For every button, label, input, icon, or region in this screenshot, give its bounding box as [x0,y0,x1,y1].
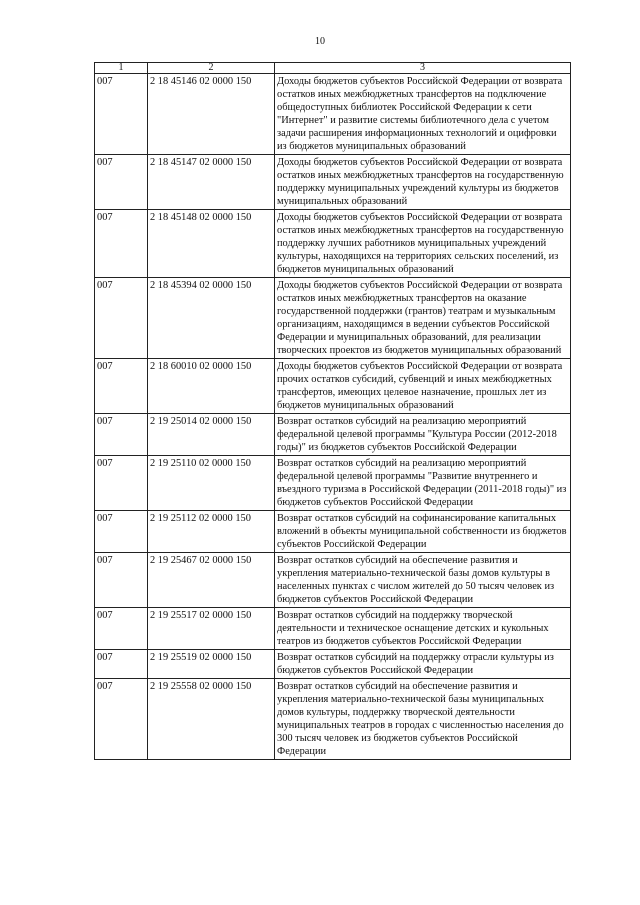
admin-code-cell: 007 [95,74,148,155]
table-row [95,456,571,511]
kbk-code-cell: 2 18 45147 02 0000 150 [148,155,275,210]
table-row [95,210,571,278]
kbk-code-cell: 2 18 45146 02 0000 150 [148,74,275,155]
kbk-code-cell: 2 18 45394 02 0000 150 [148,278,275,359]
admin-code-cell: 007 [95,553,148,608]
income-name-cell: Доходы бюджетов субъектов Российской Федерации от возврата остатков иных межбюджетных трансфертов на государственную поддержку лучших работников муниципальных учреждений культуры, находящихся на территориях сельских поселений, из бюджетов муниципальных образований [275,210,571,278]
kbk-code-cell: 2 18 45148 02 0000 150 [148,210,275,278]
admin-code-cell: 007 [95,650,148,679]
budget-codes-table [94,62,571,760]
income-name-cell: Возврат остатков субсидий на обеспечение развития и укрепления материально-технической базы муниципальных домов культуры, поддержку творческой деятельности муниципальных театров в городах с численностью населения до 300 тысяч человек из бюджетов субъектов Российской Федерации [275,679,571,760]
column-header-3: 3 [275,63,571,74]
income-name-cell: Возврат остатков субсидий на реализацию мероприятий федеральной целевой программы "Развитие внутреннего и въездного туризма в Российской Федерации (2011-2018 годы)" из бюджетов субъектов Российской Федерации [275,456,571,511]
income-name-cell: Доходы бюджетов субъектов Российской Федерации от возврата прочих остатков субсидий, субвенций и иных межбюджетных трансфертов, имеющих целевое назначение, прошлых лет из бюджетов муниципальных образований [275,359,571,414]
admin-code-cell: 007 [95,456,148,511]
kbk-code-cell: 2 19 25112 02 0000 150 [148,511,275,553]
admin-code-cell: 007 [95,679,148,760]
admin-code-cell: 007 [95,155,148,210]
admin-code-cell: 007 [95,359,148,414]
table-row [95,155,571,210]
column-header-1: 1 [95,63,148,74]
income-name-cell: Доходы бюджетов субъектов Российской Федерации от возврата остатков иных межбюджетных трансфертов на государственную поддержку муниципальных учреждений культуры из бюджетов муниципальных образований [275,155,571,210]
income-name-cell: Возврат остатков субсидий на поддержку творческой деятельности и техническое оснащение детских и кукольных театров из бюджетов субъектов Российской Федерации [275,608,571,650]
page-number: 10 [315,36,325,47]
income-name-cell: Возврат остатков субсидий на софинансирование капитальных вложений в объекты муниципальной собственности из бюджетов субъектов Российской Федерации [275,511,571,553]
admin-code-cell: 007 [95,278,148,359]
kbk-code-cell: 2 19 25519 02 0000 150 [148,650,275,679]
table-row [95,608,571,650]
column-header-2: 2 [148,63,275,74]
table-row [95,74,571,155]
income-name-cell: Возврат остатков субсидий на поддержку отрасли культуры из бюджетов субъектов Российской Федерации [275,650,571,679]
income-name-cell: Возврат остатков субсидий на обеспечение развития и укрепления материально-технической базы домов культуры в населенных пунктах с числом жителей до 50 тысяч человек из бюджетов субъектов Российской Федерации [275,553,571,608]
kbk-code-cell: 2 19 25467 02 0000 150 [148,553,275,608]
table-row [95,553,571,608]
table-row [95,511,571,553]
kbk-code-cell: 2 19 25517 02 0000 150 [148,608,275,650]
admin-code-cell: 007 [95,210,148,278]
admin-code-cell: 007 [95,608,148,650]
table-row [95,278,571,359]
table-row [95,359,571,414]
admin-code-cell: 007 [95,511,148,553]
income-name-cell: Доходы бюджетов субъектов Российской Федерации от возврата остатков иных межбюджетных трансфертов на подключение общедоступных библиотек Российской Федерации к сети "Интернет" и развитие системы библиотечного дела с учетом задачи расширения информационных технологий и оцифровки из бюджетов муниципальных образований [275,74,571,155]
table-header-row [95,63,571,74]
admin-code-cell: 007 [95,414,148,456]
table-row [95,650,571,679]
table-row [95,414,571,456]
income-name-cell: Возврат остатков субсидий на реализацию мероприятий федеральной целевой программы "Культура России (2012-2018 годы)" из бюджетов субъектов Российской Федерации [275,414,571,456]
kbk-code-cell: 2 18 60010 02 0000 150 [148,359,275,414]
kbk-code-cell: 2 19 25558 02 0000 150 [148,679,275,760]
income-name-cell: Доходы бюджетов субъектов Российской Федерации от возврата остатков иных межбюджетных трансфертов на оказание государственной поддержки (грантов) театрам и музыкальным организациям, находящимся в ведении субъектов Российской Федерации и муниципальных образований, для реализации творческих проектов из бюджетов муниципальных образований [275,278,571,359]
kbk-code-cell: 2 19 25110 02 0000 150 [148,456,275,511]
kbk-code-cell: 2 19 25014 02 0000 150 [148,414,275,456]
table-row [95,679,571,760]
